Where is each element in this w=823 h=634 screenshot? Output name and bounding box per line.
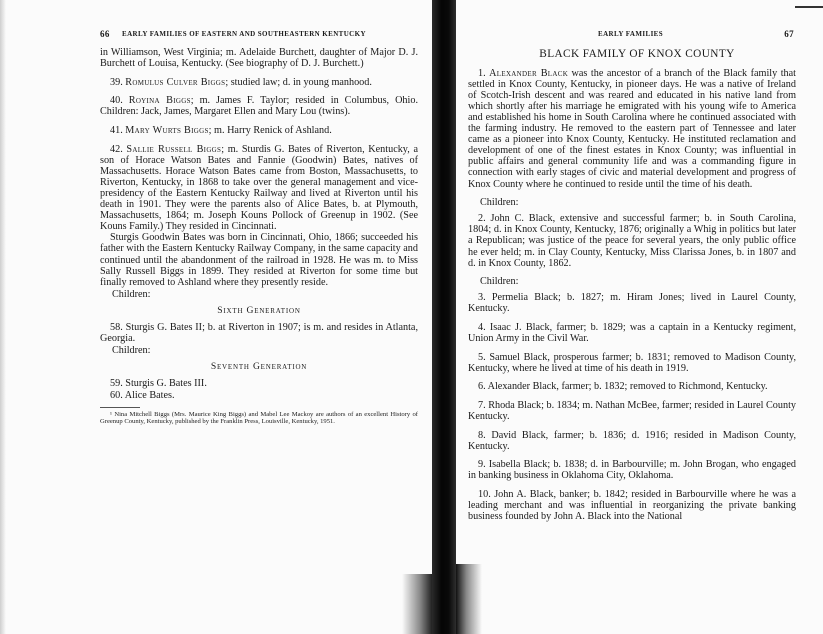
- entry-6: 6. Alexander Black, farmer; b. 1832; removed to Richmond, Kentucky.: [478, 381, 768, 393]
- children-label: Children:: [112, 345, 151, 357]
- entry-40: [100, 95, 418, 117]
- entry-name: Mary Wurts Biggs: [125, 124, 209, 136]
- entry-number: 40.: [110, 95, 123, 107]
- entry-1: [468, 68, 796, 190]
- entry-41: [100, 125, 418, 136]
- entry-4: 4. Isaac J. Black, farmer; b. 1829; was a captain in a Kentucky regiment, Union Army in the Civil War.: [468, 321, 796, 345]
- left-running-title: EARLY FAMILIES OF EASTERN AND SOUTHEASTERN KENTUCKY: [122, 30, 366, 38]
- entry-5: 5. Samuel Black, prosperous farmer; b. 1831; removed to Madison County, Kentucky, where he lived at time of his death in 1919.: [468, 351, 796, 374]
- entry-number: 39.: [110, 76, 123, 88]
- entry-10: 10. John A. Black, banker; b. 1842; resided in Barbourville where he was a leading merchant and was influential in reorganizing the private banking business founded by John A. Black into the National: [468, 489, 796, 523]
- generation-heading-sixth: Sixth Generation: [217, 304, 301, 316]
- children-label: Children:: [480, 197, 519, 209]
- entry-text: ; studied law; d. in young manhood.: [225, 76, 372, 88]
- footnote-divider: [100, 407, 140, 408]
- entry-text: was the ancestor of a branch of the Black family that settled in Knox County, Kentucky, in pioneer days. He was a native of Ireland of Scotch-Irish descent and was reared and educated in his native land from which shortly after his marriage he emigrated with his young wife to America and established his home in South Carolina where he continued associated with the farming industry. He removed to the eastern part of Tennessee and later came as a pioneer into Knox County, Kentucky. He instituted reclamation and development of one of the finest estates in Knox County; was influential in public affairs and general community life and was a commanding figure in connection with early stages of civic and material development and progress of Knox County where he continued to reside until the time of his death.: [468, 67, 796, 190]
- entry-text: ; m. Harry Renick of Ashland.: [208, 124, 332, 136]
- right-page-body: [468, 49, 796, 522]
- generation-heading-seventh: Seventh Generation: [210, 361, 308, 373]
- entry-name: Royina Biggs: [128, 95, 191, 107]
- entry-number: 1.: [478, 67, 486, 79]
- entry-7: 7. Rhoda Black; b. 1834; m. Nathan McBee, farmer; resided in Laurel County Kentucky.: [468, 399, 796, 423]
- entry-9: 9. Isabella Black; b. 1838; d. in Barbourville; m. John Brogan, who engaged in banking business in Oklahoma City, Oklahoma.: [468, 459, 796, 482]
- entry-text: ; m. James F. Taylor; resided in Columbus, Ohio. Children: Jack, James, Margaret Ellen and Mary Lou (twins).: [100, 95, 419, 118]
- right-page-number: 67: [784, 29, 794, 39]
- left-page-number: 66: [100, 29, 110, 39]
- entry-name: Alexander Black: [489, 67, 569, 79]
- paragraph-intro: in Williamson, West Virginia; m. Adelaide Burchett, daughter of Major D. J. Burchett of Louisa, Kentucky. (See biography of D. J. Burchett.): [100, 47, 418, 70]
- entry-59: 59. Sturgis G. Bates III.: [110, 378, 207, 390]
- entry-name: Romulus Culver Biggs: [125, 76, 226, 88]
- entry-3: 3. Permelia Black; b. 1827; m. Hiram Jones; lived in Laurel County, Kentucky.: [468, 292, 796, 315]
- entry-39: [100, 77, 418, 88]
- book-gutter: [432, 0, 456, 634]
- chapter-title: BLACK FAMILY OF KNOX COUNTY: [539, 48, 735, 60]
- left-page-body: [100, 47, 418, 433]
- entry-58: 58. Sturgis G. Bates II; b. at Riverton in 1907; is m. and resides in Atlanta, Georgia.: [100, 321, 418, 345]
- right-running-title: EARLY FAMILIES: [598, 30, 664, 38]
- children-label: Children:: [480, 276, 519, 288]
- page-edge-mark: [795, 6, 823, 8]
- entry-number: 42.: [110, 143, 123, 155]
- entry-60: 60. Alice Bates.: [110, 390, 175, 402]
- entry-number: 41.: [110, 124, 123, 136]
- footnote: ¹ Nina Mitchell Biggs (Mrs. Maurice King Biggs) and Mabel Lee Mackoy are authors of an excellent History of Greenup County, Kentucky, published by the Franklin Press, Louisville, Kentucky, 1951.: [100, 410, 418, 425]
- right-page: [456, 0, 823, 634]
- entry-text: ; m. Sturdis G. Bates of Riverton, Kentucky, a son of Horace Watson Bates and Fannie (Goodwin) Bates, natives of Massachusetts. Horace Watson Bates came from Boston, Massachusetts, to Riverton, Kentucky, in 1868 to take over the general management and vice-presidency of the Eastern Kentucky Railway and lived at Riverton until his death in 1901. They were the parents also of Alice Bates, b. at Plymouth, Massachusetts, 1864; m. Joseph Kouns Pollock of Greenup in 1902. (See Kouns Family.) They resided in Cincinnati.: [100, 143, 418, 233]
- entry-42: [100, 144, 418, 233]
- entry-2: 2. John C. Black, extensive and successful farmer; b. in South Carolina, 1804; d. in Knox County, Kentucky, 1876; originally a Whig in politics but later a Republican; was justice of the peace for several years, the only public office he ever held; m. in Clay County, Kentucky, Miss Clarissa Jones, b. in 1807 and d. in Knox County, 1862.: [468, 213, 796, 269]
- children-label: Children:: [112, 288, 151, 300]
- entry-name: Sallie Russell Biggs: [126, 143, 222, 155]
- entry-8: 8. David Black, farmer; b. 1836; d. 1916; resided in Madison County, Kentucky.: [468, 429, 796, 452]
- paragraph-sturgis: Sturgis Goodwin Bates was born in Cincinnati, Ohio, 1866; succeeded his father with the Eastern Kentucky Railway Company, in the same capacity and continued until the abandonment of the railroad in 1928. He was m. to Miss Sally Russell Biggs in 1899. They resided at Riverton for some time but finally removed to Ashland where they presently reside.: [100, 232, 418, 288]
